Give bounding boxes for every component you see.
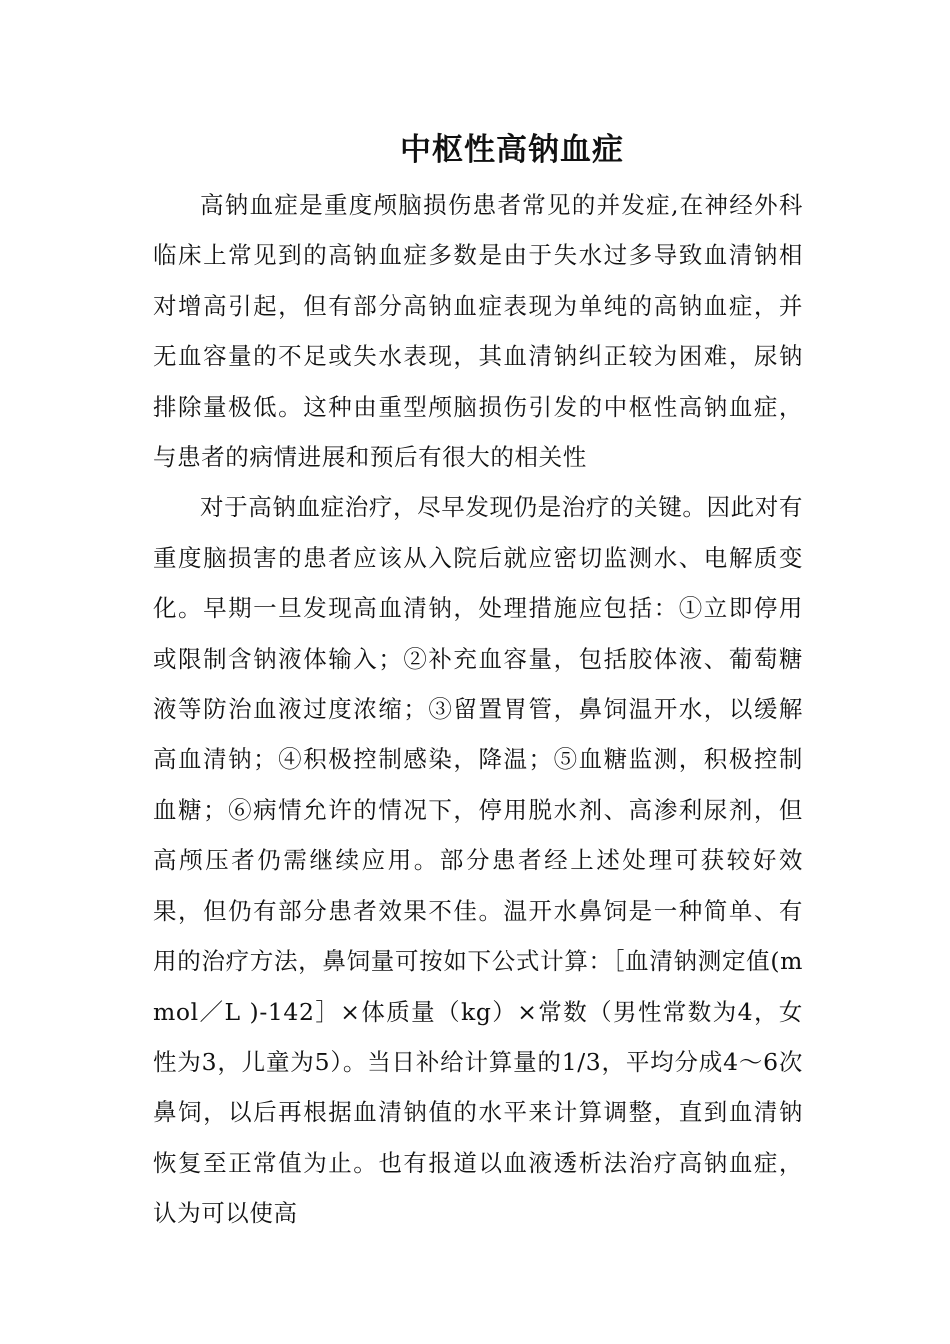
paragraph-hypernatremia-treatment: 对于高钠血症治疗，尽早发现仍是治疗的关键。因此对有重度脑损害的患者应该从入院后就应密切监测水、电解质变化。早期一旦发现高血清钠，处理措施应包括：①立即停用或限制含钠液体输入；②补充血容量，包括胶体液、葡萄糖液等防治血液过度浓缩；③留置胃管，鼻饲温开水，以缓解高血清钠；④积极控制感染，降温；⑤血糖监测，积极控制血糖；⑥病情允许的情况下，停用脱水剂、高渗利尿剂，但高颅压者仍需继续应用。部分患者经上述处理可获较好效果，但仍有部分患者效果不佳。温开水鼻饲是一种简单、有用的治疗方法，鼻饲量可按如下公式计算：［血清钠测定值(mmol／L )-142］×体质量（kg）×常数（男性常数为4，女性为3，儿童为5）。当日补给计算量的1/3，平均分成4～6次鼻饲，以后再根据血清钠值的水平来计算调整，直到血清钠恢复至正常值为止。也有报道以血液透析法治疗高钠血症，认为可以使高 [153,493,803,1228]
document-title: 中枢性高钠血症 [400,132,624,168]
document-body [153,180,803,1239]
paragraph-hypernatremia-intro: 高钠血症是重度颅脑损伤患者常见的并发症,在神经外科临床上常见到的高钠血症多数是由于失水过多导致血清钠相对增高引起，但有部分高钠血症表现为单纯的高钠血症，并无血容量的不足或失水表现，其血清钠纠正较为困难，尿钠排除量极低。这种由重型颅脑损伤引发的中枢性高钠血症，与患者的病情进展和预后有很大的相关性 [153,191,803,472]
